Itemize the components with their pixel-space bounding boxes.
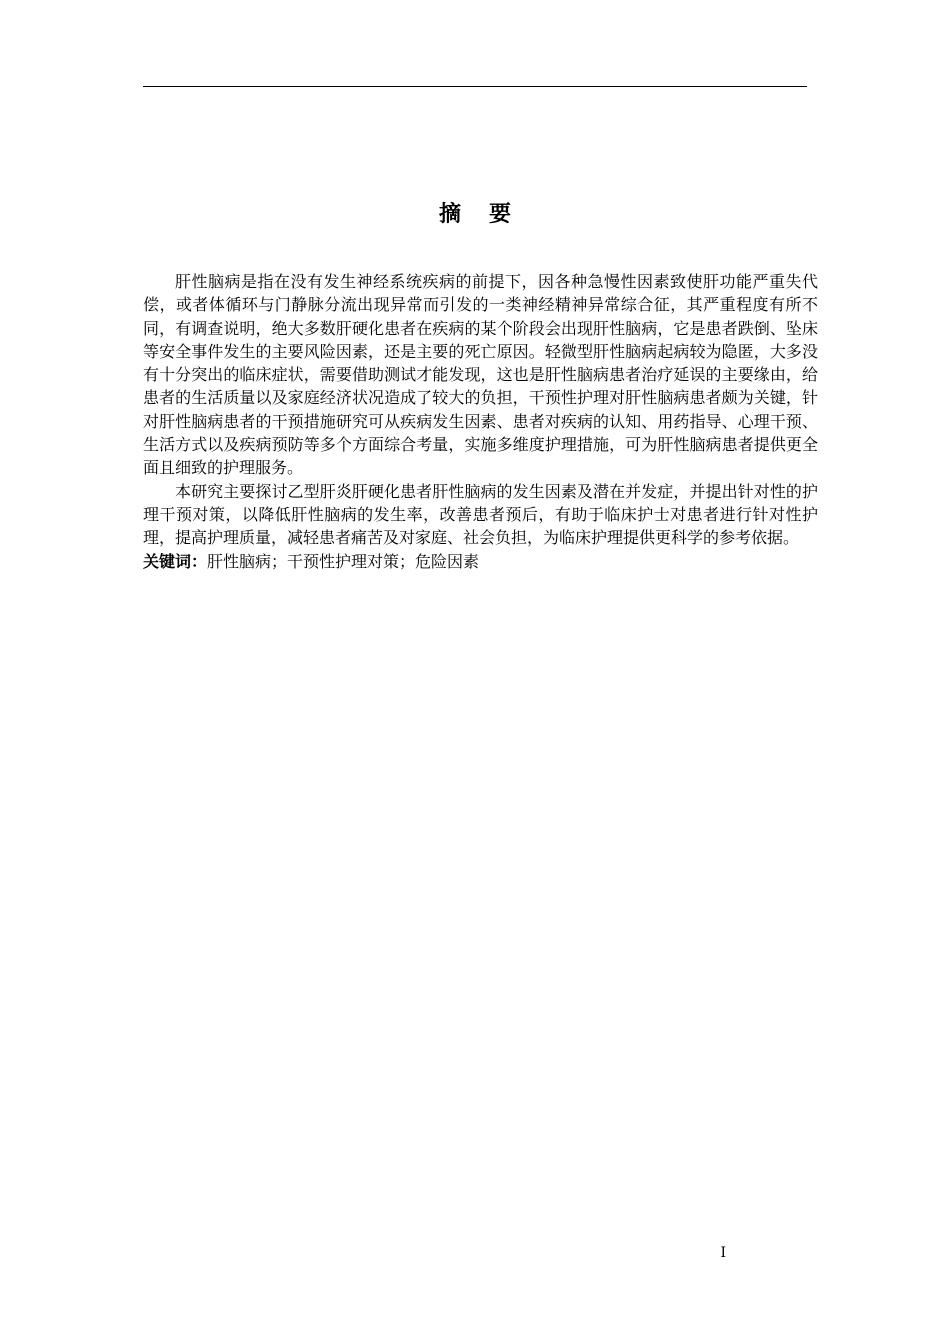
keywords-line xyxy=(143,550,818,573)
keywords-label: 关键词： xyxy=(143,551,208,571)
keywords-text: 肝性脑病；干预性护理对策；危险因素 xyxy=(207,551,480,571)
abstract-body xyxy=(143,270,818,573)
abstract-title: 摘要 xyxy=(438,202,539,227)
abstract-paragraph-1: 肝性脑病是指在没有发生神经系统疾病的前提下，因各种急慢性因素致使肝功能严重失代偿，或者体循环与门静脉分流出现异常而引发的一类神经精神异常综合征，其严重程度有所不同，有调查说明，绝大多数肝硬化患者在疾病的某个阶段会出现肝性脑病，它是患者跌倒、坠床等安全事件发生的主要风险因素，还是主要的死亡原因。轻微型肝性脑病起病较为隐匿，大多没有十分突出的临床症状，需要借助测试才能发现，这也是肝性脑病患者治疗延误的主要缘由，给患者的生活质量以及家庭经济状况造成了较大的负担，干预性护理对肝性脑病患者颇为关键，针对肝性脑病患者的干预措施研究可从疾病发生因素、患者对疾病的认知、用药指导、心理干预、生活方式以及疾病预防等多个方面综合考量，实施多维度护理措施，可为肝性脑病患者提供更全面且细致的护理服务。 xyxy=(143,272,818,478)
page-number: I xyxy=(720,1245,726,1261)
header-rule xyxy=(143,86,807,87)
abstract-paragraph-2: 本研究主要探讨乙型肝炎肝硬化患者肝性脑病的发生因素及潜在并发症，并提出针对性的护理干预对策，以降低肝性脑病的发生率，改善患者预后，有助于临床护士对患者进行针对性护理，提高护理质量，减轻患者痛苦及对家庭、社会负担，为临床护理提供更科学的参考依据。 xyxy=(143,481,818,548)
